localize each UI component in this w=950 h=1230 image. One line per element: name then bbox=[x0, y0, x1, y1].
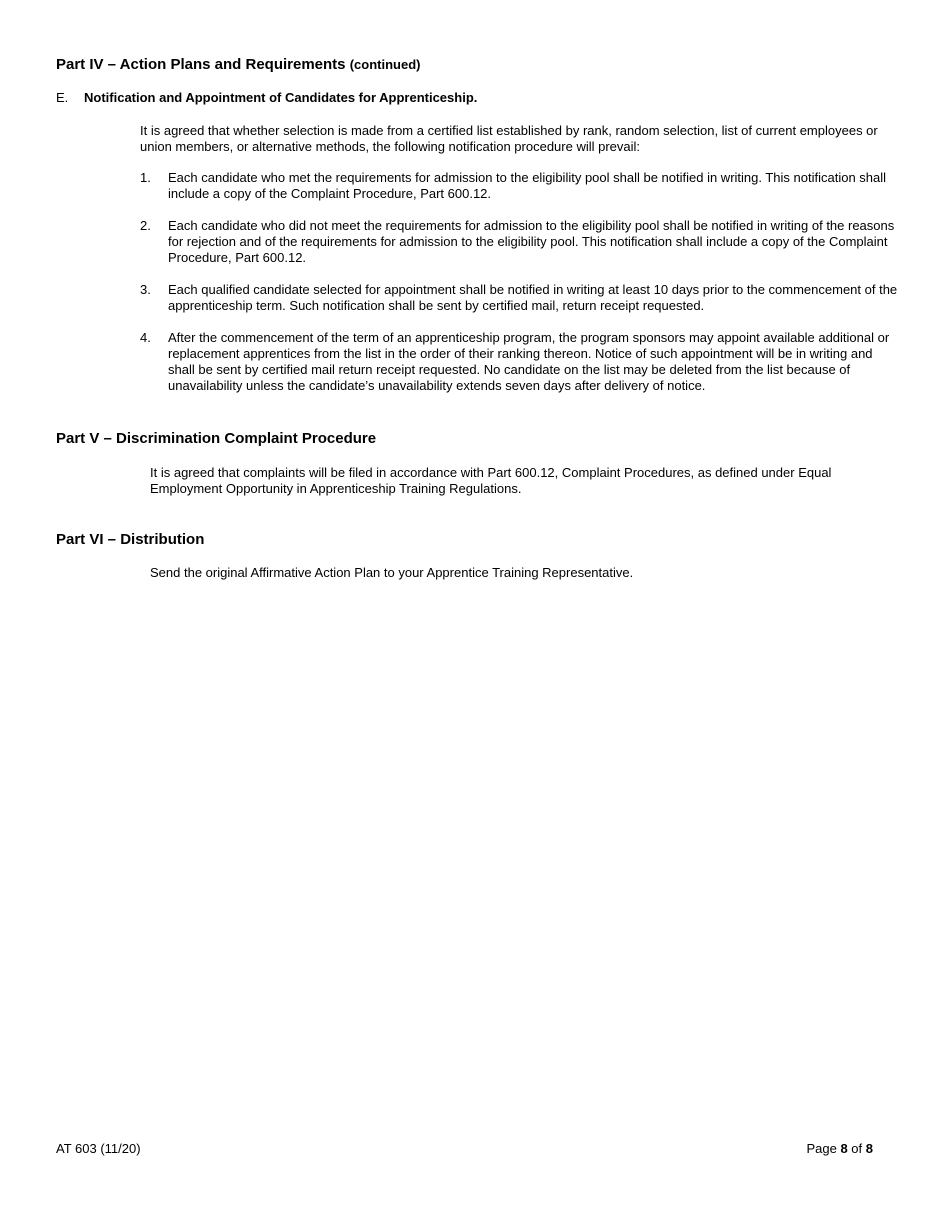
list-item-number: 1. bbox=[140, 170, 151, 185]
list-item-number: 4. bbox=[140, 330, 151, 345]
list-item-text: Each candidate who met the requirements for admission to the eligibility pool shall be notified in writing. This notification shall include a copy of the Complaint Procedure, Part 600.12. bbox=[168, 170, 887, 201]
section-e-intro: It is agreed that whether selection is made from a certified list established by rank, random selection, list of current employees or union members, or alternative methods, the following notification procedure will prevail: bbox=[140, 123, 878, 154]
part-iv-heading bbox=[56, 56, 420, 74]
part-v-heading: Part V – Discrimination Complaint Procedure bbox=[56, 430, 377, 447]
list-item bbox=[140, 330, 900, 394]
part-iv-continued: (continued) bbox=[349, 57, 421, 72]
list-item-text: Each qualified candidate selected for appointment shall be notified in writing at least 10 days prior to the commencement of the apprenticeship term. Such notification shall be sent by certified mail, return receipt requested. bbox=[168, 282, 898, 313]
list-item-text: Each candidate who did not meet the requirements for admission to the eligibility pool shall be notified in writing of the reasons for rejection and of the requirements for admission to the eligibility pool. This notification shall include a copy of the Complaint Procedure, Part 600.12. bbox=[168, 218, 895, 265]
part-vi-text: Send the original Affirmative Action Plan to your Apprentice Training Representative. bbox=[150, 565, 634, 580]
section-e-letter: E. bbox=[56, 90, 69, 105]
page-current: 8 bbox=[840, 1141, 848, 1156]
list-item bbox=[140, 282, 900, 314]
page-total: 8 bbox=[865, 1141, 873, 1156]
page-word: Page bbox=[806, 1141, 837, 1156]
list-item-number: 3. bbox=[140, 282, 151, 297]
notification-list bbox=[140, 170, 900, 410]
section-e-heading bbox=[56, 90, 477, 106]
form-id: AT 603 (11/20) bbox=[56, 1141, 141, 1156]
list-item-number: 2. bbox=[140, 218, 151, 233]
part-v-text: It is agreed that complaints will be filed in accordance with Part 600.12, Complaint Procedures, as defined under Equal Employment Opportunity in Apprenticeship Training Regulations. bbox=[150, 465, 832, 496]
section-e-title: Notification and Appointment of Candidates for Apprenticeship. bbox=[84, 90, 478, 105]
part-vi-heading: Part VI – Distribution bbox=[56, 531, 205, 548]
list-item bbox=[140, 170, 900, 202]
part-iv-title: Part IV – Action Plans and Requirements bbox=[56, 56, 346, 73]
of-word: of bbox=[851, 1141, 863, 1156]
page-number bbox=[806, 1141, 873, 1157]
list-item-text: After the commencement of the term of an apprenticeship program, the program sponsors may appoint available additional or replacement apprentices from the list in the order of their ranking thereon. Notice of such appointment will be in writing and shall be sent by certified mail return receipt requested. No candidate on the list may be deleted from the list because of unavailability unless the candidate’s unavailability extends seven days after delivery of notice. bbox=[168, 330, 890, 393]
list-item bbox=[140, 218, 900, 266]
